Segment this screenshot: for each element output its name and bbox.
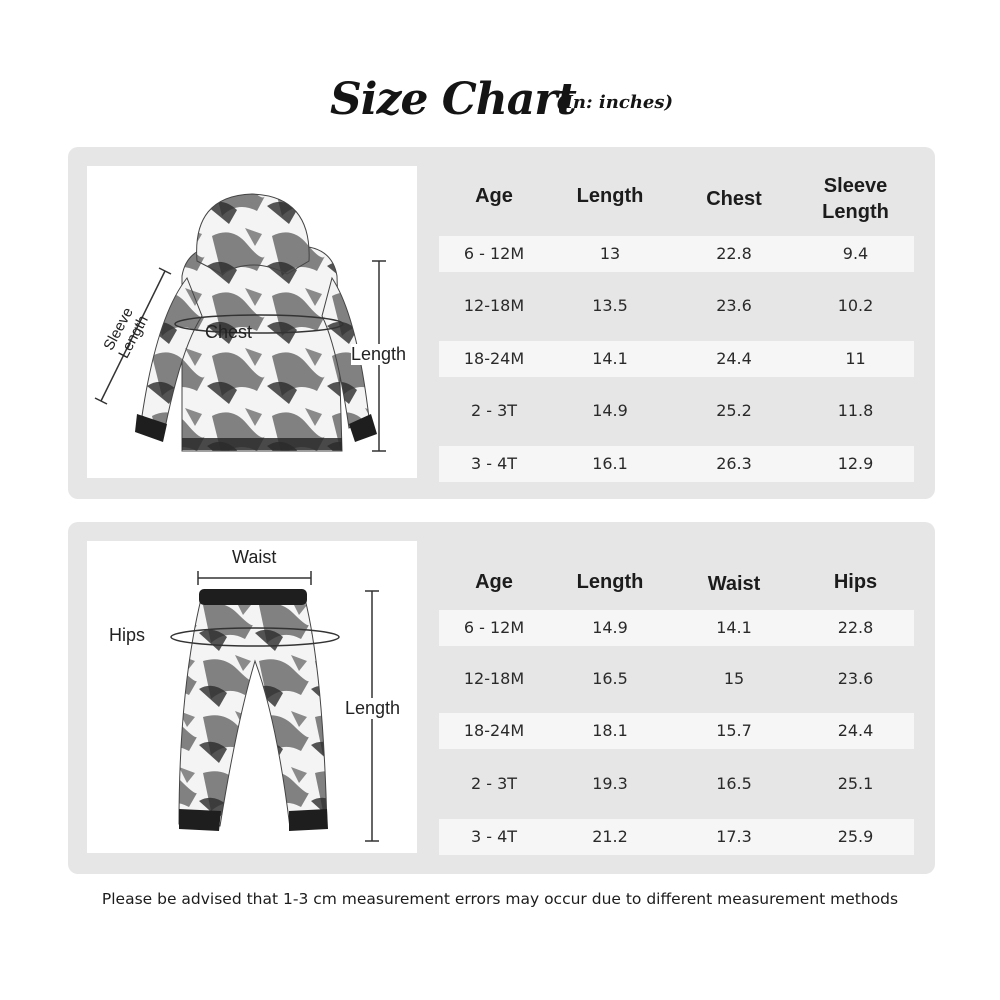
cell-waist: 15 [723,669,745,688]
hoodie-illustration [87,166,417,478]
cell-age: 12-18M [463,296,525,315]
unit-note: (In: inches) [556,92,674,113]
table-row [439,236,914,272]
cell-age: 3 - 4T [470,454,518,473]
cell-length: 21.2 [592,827,628,846]
chest-label: Chest [205,322,253,342]
page-title: Size Chart [330,74,576,125]
cell-sleeve: 9.4 [842,244,869,263]
cell-sleeve: 11 [845,349,866,368]
table-row [439,393,914,429]
cell-length: 14.9 [592,401,628,420]
tops-panel [68,147,935,499]
cell-chest: 24.4 [716,349,752,368]
header-length: Length [576,571,644,593]
cell-age: 6 - 12M [463,244,525,263]
cell-waist: 14.1 [716,618,752,637]
cell-age: 18-24M [463,349,525,368]
table-row [439,766,914,802]
sleeve-length-label: Sleeve Length [100,304,152,362]
table-row [439,713,914,749]
cell-hips: 22.8 [837,618,874,637]
cell-length: 13.5 [592,296,628,315]
cell-age: 2 - 3T [470,401,518,420]
cell-sleeve: 10.2 [837,296,874,315]
table-row [439,819,914,855]
cell-length: 16.1 [592,454,628,473]
cell-length: 14.9 [592,618,628,637]
length-label: Length [345,698,401,718]
cell-sleeve: 12.9 [837,454,874,473]
pants-panel [68,522,935,874]
pants-graphic [87,541,417,853]
cell-hips: 24.4 [837,721,874,740]
cell-chest: 23.6 [716,296,752,315]
header-age: Age [475,185,513,207]
measurement-disclaimer: Please be advised that 1-3 cm measurement errors may occur due to different measurement methods [101,890,899,908]
cell-length: 16.5 [592,669,628,688]
cell-length: 14.1 [592,349,628,368]
waist-label: Waist [232,547,277,567]
pants-illustration [87,541,417,853]
header-age: Age [475,571,513,593]
cell-age: 12-18M [463,669,525,688]
header-chest: Chest [706,188,762,210]
cell-age: 3 - 4T [470,827,518,846]
cell-length: 18.1 [592,721,628,740]
cell-hips: 25.9 [837,827,874,846]
cell-age: 2 - 3T [470,774,518,793]
cell-age: 6 - 12M [463,618,525,637]
cell-chest: 22.8 [716,244,752,263]
cell-chest: 26.3 [716,454,752,473]
pants-header-row [439,546,914,606]
cell-chest: 25.2 [716,401,752,420]
header-sleeve-length: Sleeve Length [822,175,889,223]
table-row [439,661,914,697]
length-label: Length [351,344,407,364]
title-block [0,62,1000,132]
cell-waist: 15.7 [716,721,752,740]
tops-header-row [439,171,914,231]
cell-hips: 25.1 [837,774,874,793]
cell-sleeve: 11.8 [837,401,874,420]
cell-hips: 23.6 [837,669,874,688]
header-waist: Waist [707,573,761,595]
cell-age: 18-24M [463,721,525,740]
cell-waist: 17.3 [716,827,752,846]
cell-waist: 16.5 [716,774,752,793]
table-row [439,610,914,646]
table-row [439,288,914,324]
table-row [439,341,914,377]
hips-label: Hips [109,625,146,645]
cell-length: 19.3 [592,774,628,793]
cell-length: 13 [599,244,621,263]
header-length: Length [576,185,644,207]
header-hips: Hips [833,571,878,593]
table-row [439,446,914,482]
